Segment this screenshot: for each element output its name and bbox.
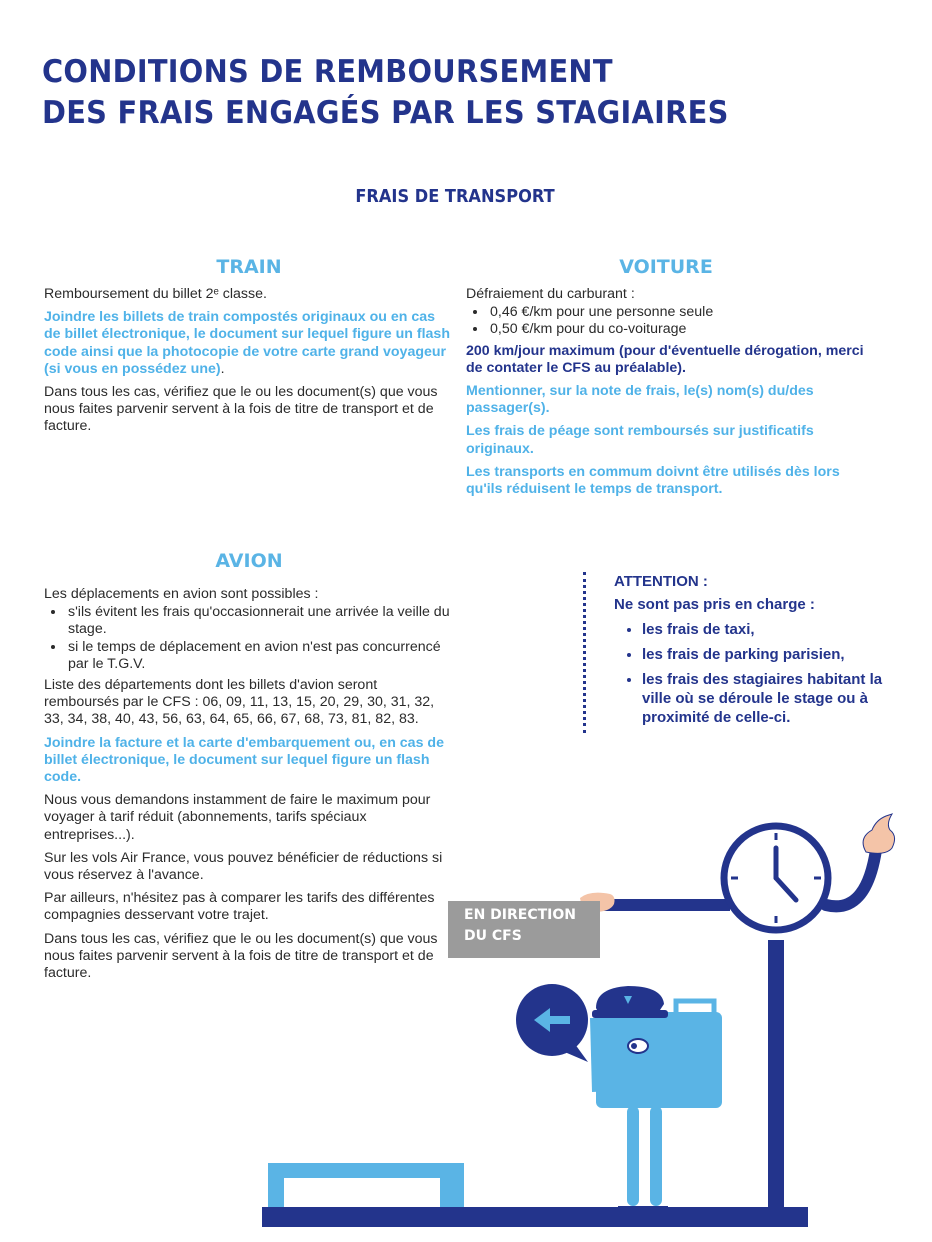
- ground-line: [262, 1207, 808, 1227]
- sign-line-2: DU CFS: [464, 928, 522, 944]
- voiture-heading: VOITURE: [619, 256, 713, 278]
- train-heading: TRAIN: [216, 256, 282, 278]
- list-item: • si le temps de déplacement en avion n'est pas concurrencé par le T.G.V.: [66, 639, 454, 673]
- bench-hole: [284, 1178, 440, 1211]
- sign-line-1: EN DIRECTION: [464, 907, 576, 923]
- right-hand: [863, 814, 894, 853]
- direction-sign: [448, 901, 600, 958]
- avion-comparer: Par ailleurs, n'hésitez pas à comparer les tarifs des différentes compagnies desservant votre trajet.: [44, 890, 435, 924]
- list-item: • les frais des stagiaires habitant la ville où se déroule le stage ou à proximité de celle-ci.: [642, 670, 914, 727]
- list-item: • 0,50 €/km pour du co-voiturage: [488, 321, 866, 338]
- train-p2-text: Joindre les billets de train compostés originaux ou en cas de billet électronique, le document sur lequel figure un flash code ainsi que la photocopie de votre carte grand voyageur (si vous en possédez une): [44, 309, 450, 377]
- leg-left: [627, 1106, 639, 1206]
- avion-heading: AVION: [215, 550, 283, 572]
- voiture-intro: Défraiement du carburant :: [466, 286, 635, 302]
- train-p1: Remboursement du billet 2ᵉ classe.: [44, 286, 267, 302]
- avion-departements: Liste des départements dont les billets d'avion seront remboursés par le CFS : 06, 09, 11, 13, 15, 20, 29, 30, 31, 32, 33, 34, 38, 40, 43, 56, 63, 64, 65, 66, 67, 68, 73, 81, 82, 83.: [44, 677, 435, 728]
- train-p2-end: .: [220, 360, 225, 377]
- voiture-peage: Les frais de péage sont remboursés sur justificatifs originaux.: [466, 423, 814, 457]
- page-title-line-2: DES FRAIS ENGAGÉS PAR LES STAGIAIRES: [42, 95, 729, 131]
- pole: [768, 940, 784, 1210]
- avion-joindre: Joindre la facture et la carte d'embarquement ou, en cas de billet électronique, le document sur lequel figure un flash code.: [44, 734, 444, 786]
- list-item: • les frais de parking parisien,: [642, 645, 914, 664]
- feet: [618, 1206, 668, 1212]
- avion-tous-les-cas: Dans tous les cas, vérifiez que le ou les document(s) que vous nous faites parvenir servent à la fois de titre de transport et de facture.: [44, 930, 438, 982]
- section-subtitle: FRAIS DE TRANSPORT: [355, 186, 555, 207]
- left-arrow-icon: [516, 984, 588, 1062]
- avion-intro: Les déplacements en avion sont possibles :: [44, 586, 319, 602]
- attention-sub: Ne sont pas pris en charge :: [614, 596, 815, 613]
- attention-heading: ATTENTION :: [614, 573, 708, 590]
- train-p3: Dans tous les cas, vérifiez que le ou les document(s) que vous nous faites parvenir servent à la fois de titre de transport et de facture.: [44, 384, 438, 435]
- voiture-transports: Les transports en commum doivnt être utilisés dès lors qu'ils réduisent le temps de transport.: [466, 463, 840, 498]
- leg-right: [650, 1106, 662, 1206]
- page-title-line-1: CONDITIONS DE REMBOURSEMENT: [42, 54, 613, 90]
- list-item: • les frais de taxi,: [642, 620, 914, 639]
- voiture-names: Mentionner, sur la note de frais, le(s) nom(s) du/des passager(s).: [466, 383, 814, 417]
- avion-tarif: Nous vous demandons instamment de faire le maximum pour voyager à tarif réduit (abonnements, tarifs spéciaux entreprises...).: [44, 792, 431, 843]
- suitcase-head: [590, 1018, 640, 1092]
- voiture-limit: 200 km/jour maximum (pour d'éventuelle dérogation, merci de contater le CFS au préalable).: [466, 342, 864, 376]
- avion-air-france: Sur les vols Air France, vous pouvez bénéficier de réductions si vous réservez à l'avance.: [44, 849, 443, 884]
- list-item: • s'ils évitent les frais qu'occasionnerait une arrivée la veille du stage.: [66, 604, 454, 638]
- clock-icon: [724, 826, 828, 930]
- cap-brim: [592, 1010, 668, 1018]
- list-item: • 0,46 €/km pour une personne seule: [488, 304, 866, 321]
- right-arm: [826, 850, 876, 906]
